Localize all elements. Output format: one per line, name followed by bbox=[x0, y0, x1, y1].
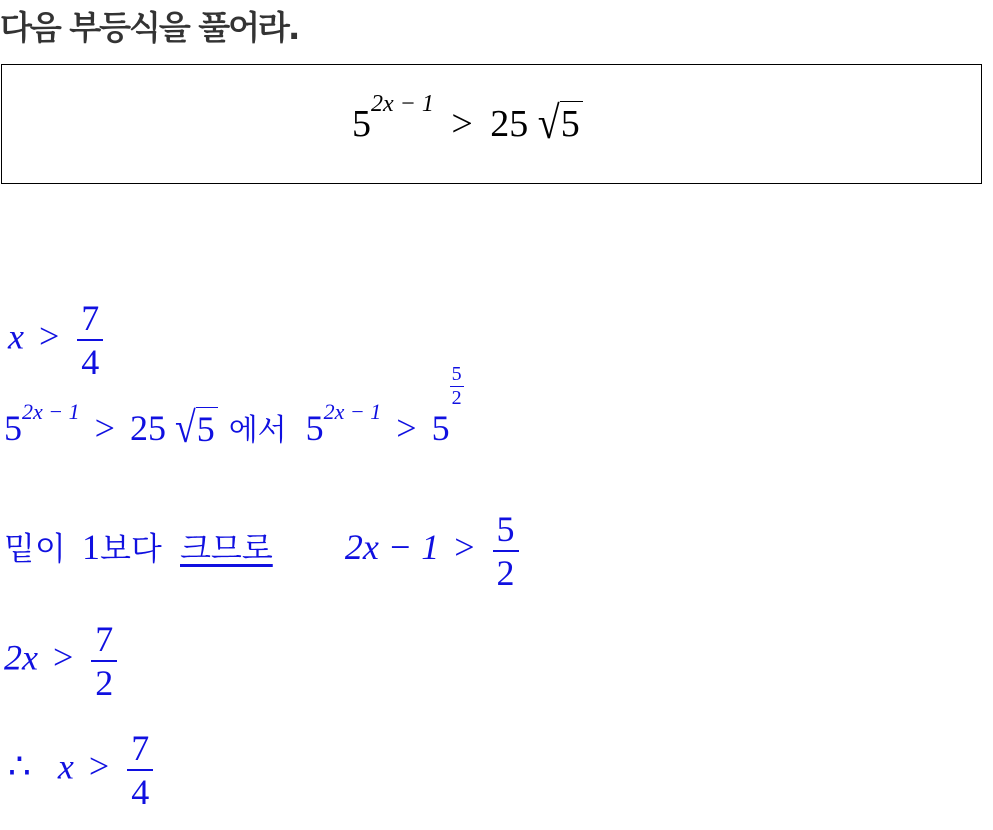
problem-coef: 25 bbox=[490, 103, 529, 145]
therefore-icon: ∴ bbox=[8, 746, 31, 787]
step3-num: 7 bbox=[95, 619, 114, 659]
problem-base: 5 bbox=[352, 103, 371, 145]
step4-fraction bbox=[127, 727, 153, 813]
step1-rhs-exp bbox=[450, 363, 464, 410]
step4-var: x bbox=[57, 746, 74, 787]
problem-op: > bbox=[451, 103, 473, 145]
step2-line bbox=[4, 508, 522, 594]
step3-lhs: 2x bbox=[4, 637, 38, 678]
answer-line bbox=[8, 297, 106, 383]
answer-op: > bbox=[38, 316, 60, 357]
step3-fraction bbox=[91, 618, 117, 704]
problem-sqrt bbox=[537, 96, 583, 149]
step3-den: 2 bbox=[91, 660, 117, 704]
step1-exp2: 2x − 1 bbox=[323, 399, 382, 424]
step1-sqrt bbox=[174, 403, 218, 453]
problem-exponent: 2x − 1 bbox=[371, 91, 434, 117]
step2-one: 1 bbox=[82, 527, 100, 568]
step3-line bbox=[4, 618, 120, 704]
step1-rhs-base: 5 bbox=[431, 408, 450, 448]
answer-num: 7 bbox=[81, 298, 100, 338]
step4-op: > bbox=[88, 746, 110, 787]
step1-op2: > bbox=[396, 408, 417, 448]
problem-radicand: 5 bbox=[560, 101, 583, 146]
problem-inequality bbox=[352, 91, 583, 149]
step2-fraction bbox=[493, 508, 519, 594]
step3-op: > bbox=[52, 637, 74, 678]
step2-op: > bbox=[454, 527, 475, 568]
step1-line bbox=[4, 363, 464, 453]
step1-connector: 에서 bbox=[228, 413, 287, 448]
page-title: 다음 부등식을 풀어라. bbox=[0, 8, 299, 47]
step2-text3: 크므로 bbox=[180, 529, 273, 568]
step2-math bbox=[344, 509, 522, 593]
step1-exp: 2x − 1 bbox=[22, 399, 80, 424]
step1-exp-den: 2 bbox=[451, 387, 462, 409]
step4-den: 4 bbox=[127, 769, 153, 813]
step2-den: 2 bbox=[493, 550, 519, 594]
step1-exp-num: 5 bbox=[451, 363, 462, 385]
step2-lhs: 2x − 1 bbox=[344, 527, 440, 568]
sqrt-icon: √ bbox=[174, 403, 196, 453]
problem-box bbox=[1, 64, 982, 184]
answer-var: x bbox=[8, 316, 24, 357]
answer-den: 4 bbox=[77, 339, 103, 383]
step1-exp-fraction bbox=[450, 363, 464, 410]
step1-base: 5 bbox=[4, 408, 22, 448]
answer-fraction bbox=[77, 297, 103, 383]
sqrt-icon: √ bbox=[537, 96, 560, 149]
step4-line bbox=[8, 727, 156, 813]
step1-base2: 5 bbox=[305, 408, 324, 448]
step2-text1: 밑이 bbox=[4, 529, 66, 568]
step1-radicand: 5 bbox=[196, 407, 218, 450]
step4-num: 7 bbox=[131, 728, 150, 768]
step2-num: 5 bbox=[496, 509, 515, 549]
step1-op: > bbox=[94, 408, 115, 448]
step2-text2: 보다 bbox=[100, 529, 162, 568]
step1-coef: 25 bbox=[129, 408, 166, 448]
